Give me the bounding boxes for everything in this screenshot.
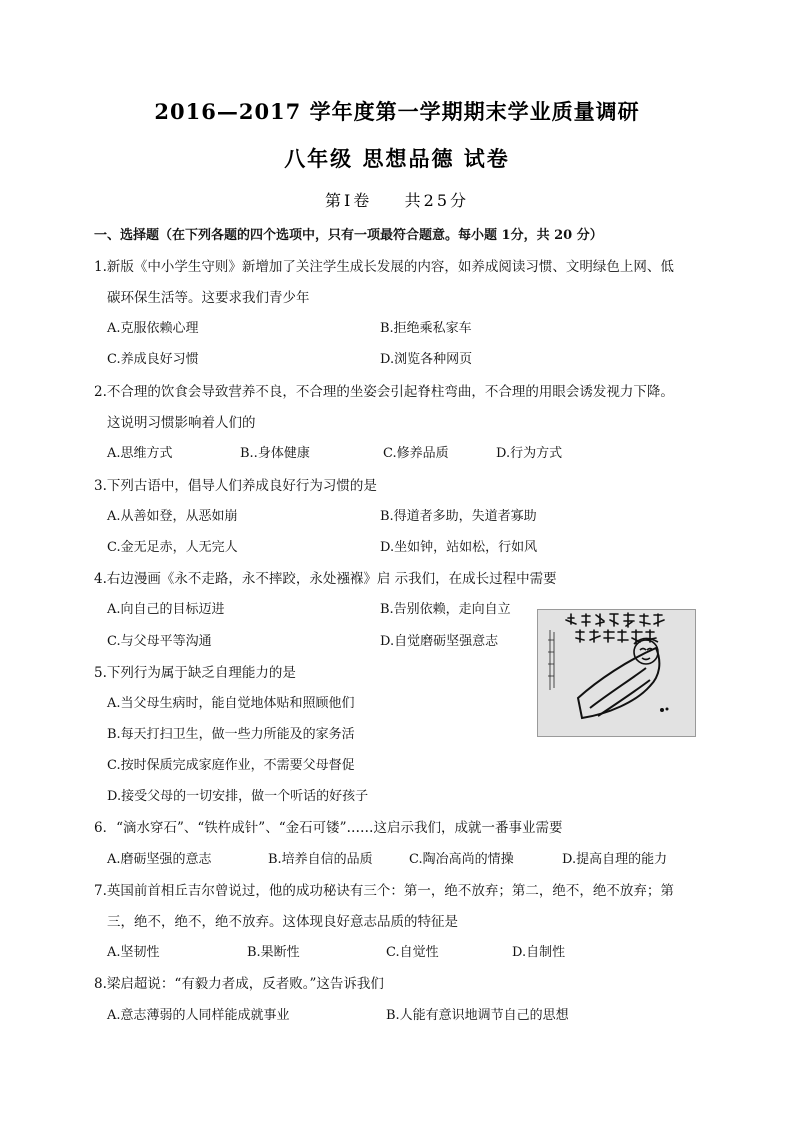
question-4-stem: 4.右边漫画《永不走路，永不摔跤，永处襁褓》启 示我们，在成长过程中需要 <box>94 571 557 587</box>
question-4-option-b: B.告别依赖，走向自立 <box>380 602 511 617</box>
question-6-option-d: D.提高自理的能力 <box>562 852 668 867</box>
question-8-option-b: B.人能有意识地调节自己的思想 <box>386 1008 569 1023</box>
question-2-option-a: A.思维方式 <box>107 446 173 461</box>
question-8-option-a: A.意志薄弱的人同样能成就事业 <box>107 1008 290 1023</box>
question-7-option-a: A.坚韧性 <box>107 945 160 960</box>
question-6-stem: 6．“滴水穿石”、“铁杵成针”、“金石可镂”……这启示我们，成就一番事业需要 <box>94 820 563 836</box>
question-8-stem: 8.梁启超说：“有毅力者成，反者败。”这告诉我们 <box>94 976 384 992</box>
question-4-option-c: C.与父母平等沟通 <box>107 634 212 649</box>
question-2-option-d: D.行为方式 <box>496 446 563 461</box>
question-1-option-d: D.浏览各种网页 <box>380 352 473 367</box>
question-2-option-c: C.修养品质 <box>383 446 449 461</box>
question-1-option-b: B.拒绝乘私家车 <box>380 321 472 336</box>
question-1-option-c: C.养成良好习惯 <box>107 352 199 367</box>
exam-subtitle: 八年级 思想品德 试卷 <box>284 146 510 171</box>
question-1-stem-line-2: 碳环保生活等。这要求我们青少年 <box>107 290 310 306</box>
question-7-option-b: B.果断性 <box>247 945 300 960</box>
question-4-option-d: D.自觉磨砺坚强意志 <box>380 634 499 649</box>
question-5-option-d: D.接受父母的一切安排，做一个听话的好孩子 <box>107 789 369 804</box>
question-3-option-b: B.得道者多助，失道者寡助 <box>380 509 537 524</box>
question-6-option-a: A.磨砺坚强的意志 <box>107 852 212 867</box>
question-7-stem-line-2: 三，绝不，绝不，绝不放弃。这体现良好意志品质的特征是 <box>107 914 458 930</box>
question-6-option-c: C.陶冶高尚的情操 <box>409 852 514 867</box>
question-1-stem-line-1: 1.新版《中小学生守则》新增加了关注学生成长发展的内容，如养成阅读习惯、文明绿色上网、低 <box>94 259 674 275</box>
question-3-option-d: D.坐如钟，站如松，行如风 <box>380 540 538 555</box>
question-5-option-c: C.按时保质完成家庭作业，不需要父母督促 <box>107 758 355 773</box>
question-2-option-b: B..身体健康 <box>240 446 310 461</box>
question-5-option-b: B.每天打扫卫生，做一些力所能及的家务活 <box>107 727 355 742</box>
question-2-stem-line-2: 这说明习惯影响着人们的 <box>107 415 256 431</box>
question-6-option-b: B.培养自信的品质 <box>268 852 373 867</box>
question-3-option-a: A.从善如登，从恶如崩 <box>107 509 238 524</box>
exam-title: 2016—2017 学年度第一学期期末学业质量调研 <box>154 99 640 124</box>
question-4-option-a: A.向自己的目标迈进 <box>107 602 225 617</box>
question-3-option-c: C.金无足赤，人无完人 <box>107 540 238 555</box>
question-7-stem-line-1: 7.英国前首相丘吉尔曾说过，他的成功秘诀有三个：第一，绝不放弃；第二，绝不，绝不放弃；第 <box>94 883 674 899</box>
question-7-option-c: C.自觉性 <box>386 945 439 960</box>
question-1-option-a: A.克服依赖心理 <box>107 321 199 336</box>
cartoon-swaddled-baby-image <box>537 609 696 737</box>
question-7-option-d: D.自制性 <box>512 945 566 960</box>
question-5-option-a: A.当父母生病时，能自觉地体贴和照顾他们 <box>107 696 355 711</box>
section-heading: 一、选择题（在下列各题的四个选项中，只有一项最符合题意。每小题 1分，共 20 分） <box>94 228 603 243</box>
question-3-stem: 3.下列古语中，倡导人们养成良好行为习惯的是 <box>94 478 377 494</box>
part-label: 第Ⅰ卷 共25分 <box>324 191 470 210</box>
question-2-stem-line-1: 2.不合理的饮食会导致营养不良，不合理的坐姿会引起脊柱弯曲，不合理的用眼会诱发视力下降。 <box>94 384 674 400</box>
question-5-stem: 5.下列行为属于缺乏自理能力的是 <box>94 665 296 681</box>
